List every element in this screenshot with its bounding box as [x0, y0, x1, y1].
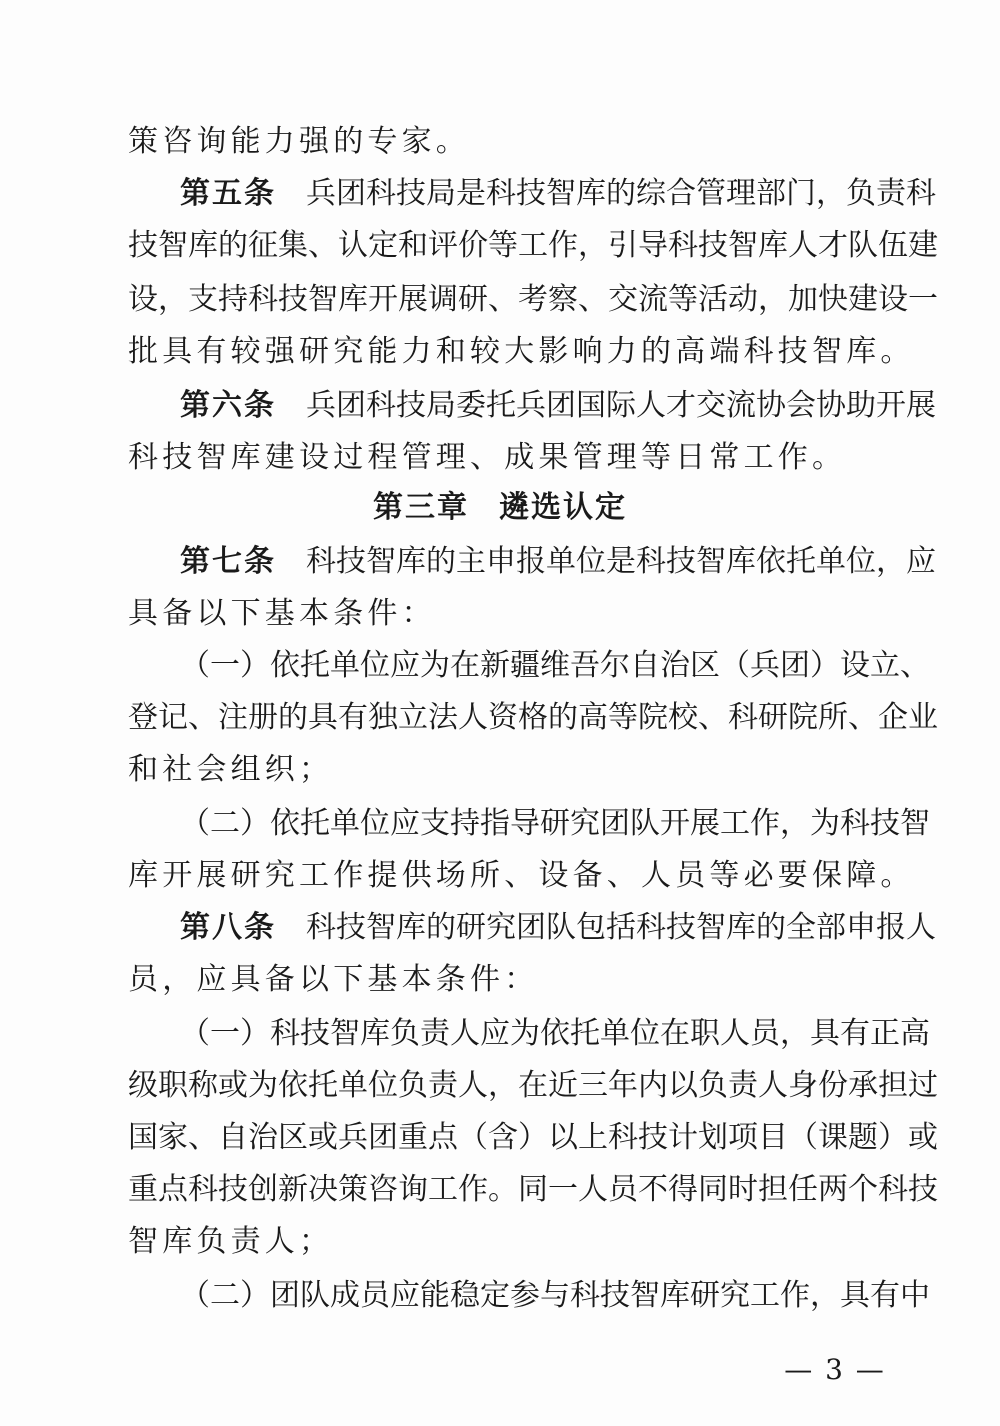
text-line: 技智库的征集、认定和评价等工作，引导科技智库人才队伍建: [128, 228, 938, 263]
text-line: 级职称或为依托单位负责人，在近三年内以负责人身份承担过: [128, 1068, 938, 1103]
article-label: 第七条: [180, 544, 276, 579]
article-7-line-1: [128, 532, 936, 592]
article-8-line-1: [128, 898, 936, 958]
page-number: — 3 —: [784, 1353, 886, 1386]
text-line: 登记、注册的具有独立法人资格的高等院校、科研院所、企业: [128, 700, 938, 735]
text-line: 具备以下基本条件：: [128, 596, 436, 631]
text-line: 员，应具备以下基本条件：: [128, 962, 539, 997]
article-text: 兵团科技局是科技智库的综合管理部门，负责科: [306, 176, 936, 211]
article-text: 兵团科技局委托兵团国际人才交流协会协助开展: [306, 388, 936, 423]
text-line: 国家、自治区或兵团重点（含）以上科技计划项目（课题）或: [128, 1120, 938, 1155]
text-line: （二）依托单位应支持指导研究团队开展工作，为科技智: [180, 806, 930, 841]
text-line: 科技智库建设过程管理、成果管理等日常工作。: [128, 440, 847, 475]
text-line: 重点科技创新决策咨询工作。同一人员不得同时担任两个科技: [128, 1172, 938, 1207]
text-line: 和社会组织；: [128, 752, 334, 787]
chapter-title: 遴选认定: [499, 490, 627, 525]
text-line: （一）依托单位应为在新疆维吾尔自治区（兵团）设立、: [180, 648, 930, 683]
chapter-number: 第三章: [373, 490, 469, 525]
article-5-line-1: [128, 164, 936, 224]
article-text: 科技智库的研究团队包括科技智库的全部申报人: [306, 910, 936, 945]
text-line: 库开展研究工作提供场所、设备、人员等必要保障。: [128, 858, 915, 893]
text-line: 批具有较强研究能力和较大影响力的高端科技智库。: [128, 334, 915, 369]
text-line: 设，支持科技智库开展调研、考察、交流等活动，加快建设一: [128, 282, 938, 317]
article-text: 科技智库的主申报单位是科技智库依托单位，应: [306, 544, 936, 579]
text-line: 策咨询能力强的专家。: [128, 124, 470, 159]
article-label: 第八条: [180, 910, 276, 945]
article-label: 第五条: [180, 176, 276, 211]
chapter-heading: [0, 478, 1000, 538]
text-line: 智库负责人；: [128, 1224, 334, 1259]
text-line: （一）科技智库负责人应为依托单位在职人员，具有正高: [180, 1016, 930, 1051]
article-6-line-1: [128, 376, 936, 436]
article-label: 第六条: [180, 388, 276, 423]
text-line: （二）团队成员应能稳定参与科技智库研究工作，具有中: [180, 1278, 930, 1313]
